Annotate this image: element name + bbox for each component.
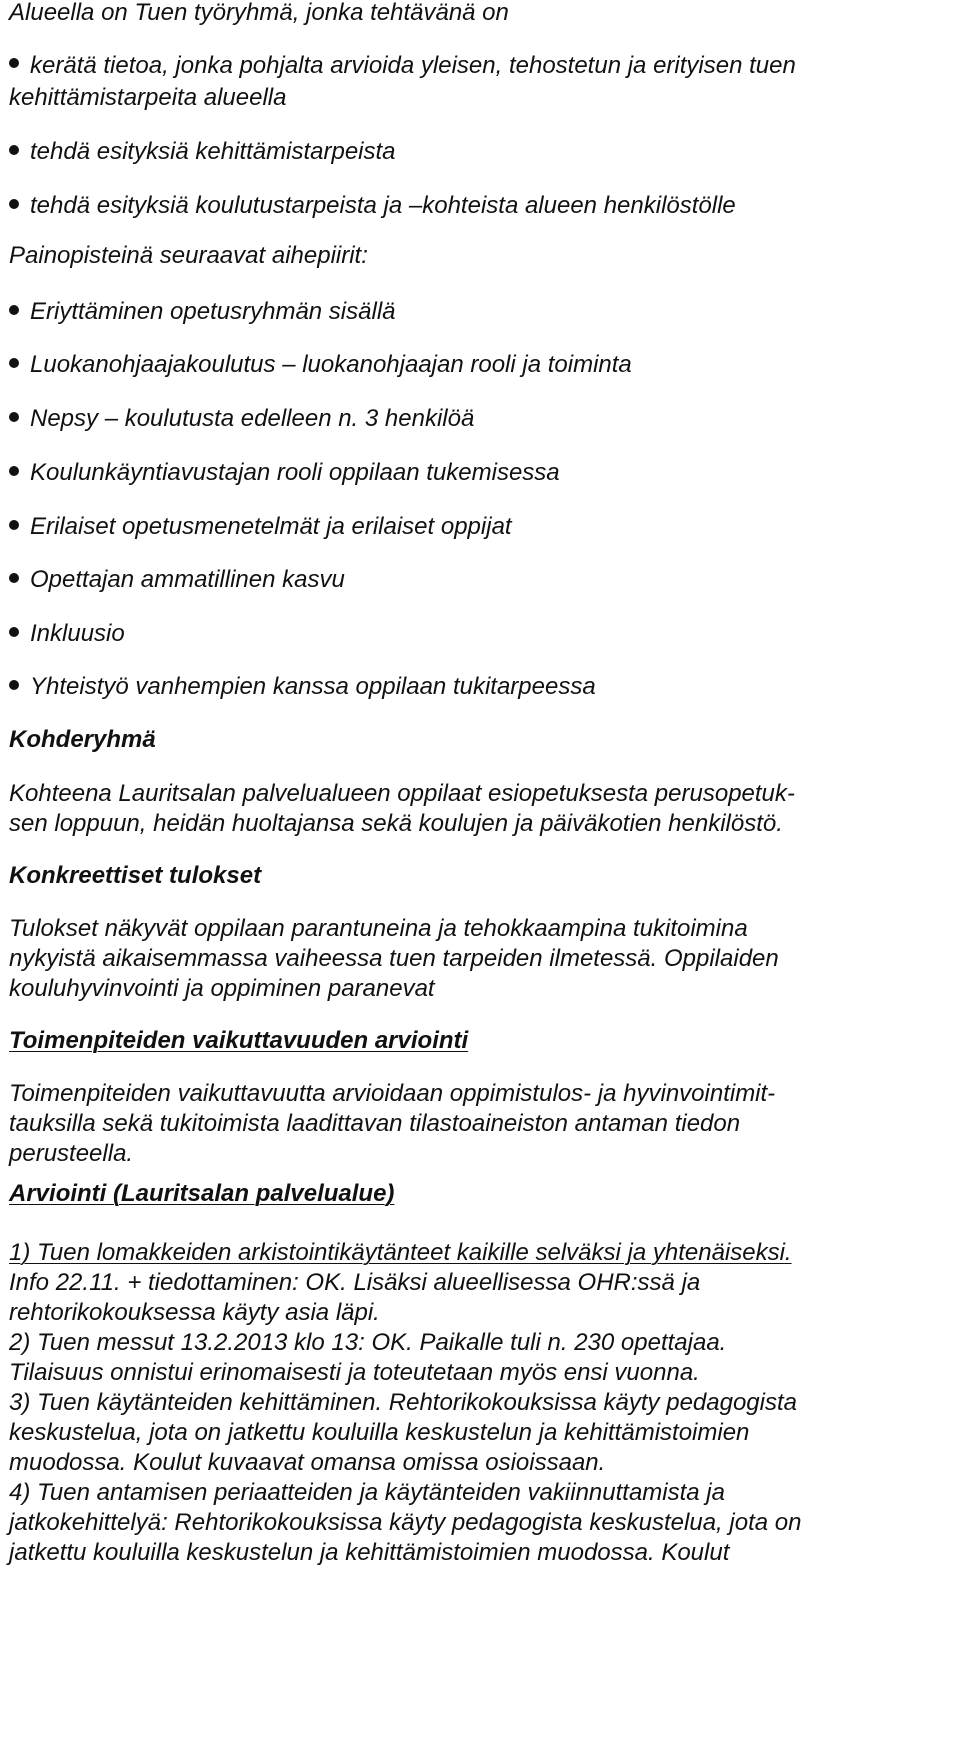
evaluation-text: muodossa. Koulut kuvaavat omansa omissa osioissaan. bbox=[9, 1449, 606, 1476]
evaluation-text: Tilaisuus onnistui erinomaisesti ja toteutetaan myös ensi vuonna. bbox=[9, 1359, 700, 1386]
bullet-icon bbox=[9, 627, 19, 637]
section-heading-results: Konkreettiset tulokset bbox=[9, 862, 262, 889]
focus-item-7: Inkluusio bbox=[30, 620, 125, 647]
focus-item-3: Nepsy – koulutusta edelleen n. 3 henkilöä bbox=[30, 405, 475, 432]
bullet-icon bbox=[9, 520, 19, 530]
section-heading-impact: Toimenpiteiden vaikuttavuuden arviointi bbox=[9, 1027, 469, 1054]
task-item-3: tehdä esityksiä koulutustarpeista ja –kohteista alueen henkilöstölle bbox=[30, 192, 736, 219]
target-group-text-1: Kohteena Lauritsalan palvelualueen oppilaat esiopetuksesta perusopetuk- bbox=[9, 780, 795, 807]
section-heading-target-group: Kohderyhmä bbox=[9, 726, 156, 753]
target-group-text-2: sen loppuun, heidän huoltajansa sekä koulujen ja päiväkotien henkilöstö. bbox=[9, 810, 783, 837]
focus-item-5: Erilaiset opetusmenetelmät ja erilaiset oppijat bbox=[30, 513, 512, 540]
evaluation-text: jatkettu kouluilla keskustelun ja kehittämistoimien muodossa. Koulut bbox=[9, 1539, 730, 1566]
task-item-2: tehdä esityksiä kehittämistarpeista bbox=[30, 138, 396, 165]
evaluation-text: keskustelua, jota on jatkettu kouluilla keskustelun ja kehittämistoimien bbox=[9, 1419, 750, 1446]
bullet-icon bbox=[9, 199, 19, 209]
section-heading-evaluation: Arviointi (Lauritsalan palvelualue) bbox=[9, 1180, 395, 1207]
bullet-icon bbox=[9, 145, 19, 155]
impact-text-3: perusteella. bbox=[9, 1140, 134, 1167]
impact-text-2: tauksilla sekä tukitoimista laadittavan tilastoaineiston antaman tiedon bbox=[9, 1110, 741, 1137]
bullet-icon bbox=[9, 412, 19, 422]
focus-item-2: Luokanohjaajakoulutus – luokanohjaajan rooli ja toiminta bbox=[30, 351, 632, 378]
evaluation-item-2: 2) Tuen messut 13.2.2013 klo 13: OK. Paikalle tuli n. 230 opettajaa. bbox=[9, 1329, 727, 1356]
bullet-icon bbox=[9, 58, 19, 68]
bullet-icon bbox=[9, 573, 19, 583]
results-text-1: Tulokset näkyvät oppilaan parantuneina ja tehokkaampina tukitoimina bbox=[9, 915, 748, 942]
evaluation-item-1: 1) Tuen lomakkeiden arkistointikäytänteet kaikille selväksi ja yhtenäiseksi. bbox=[9, 1239, 792, 1266]
results-text-2: nykyistä aikaisemmassa vaiheessa tuen tarpeiden ilmetessä. Oppilaiden bbox=[9, 945, 779, 972]
impact-text-1: Toimenpiteiden vaikuttavuutta arvioidaan oppimistulos- ja hyvinvointimit- bbox=[9, 1080, 776, 1107]
focus-item-1: Eriyttäminen opetusryhmän sisällä bbox=[30, 298, 396, 325]
focus-heading: Painopisteinä seuraavat aihepiirit: bbox=[9, 242, 368, 269]
task-item-1: kerätä tietoa, jonka pohjalta arvioida yleisen, tehostetun ja erityisen tuen bbox=[30, 52, 796, 79]
focus-item-4: Koulunkäyntiavustajan rooli oppilaan tukemisessa bbox=[30, 459, 560, 486]
intro-line: Alueella on Tuen työryhmä, jonka tehtävänä on bbox=[9, 0, 509, 26]
bullet-icon bbox=[9, 466, 19, 476]
bullet-icon bbox=[9, 305, 19, 315]
evaluation-text: rehtorikokouksessa käyty asia läpi. bbox=[9, 1299, 380, 1326]
evaluation-item-3: 3) Tuen käytänteiden kehittäminen. Rehtorikokouksissa käyty pedagogista bbox=[9, 1389, 798, 1416]
evaluation-text: jatkokehittelyä: Rehtorikokouksissa käyty pedagogista keskustelua, jota on bbox=[9, 1509, 802, 1536]
bullet-icon bbox=[9, 680, 19, 690]
focus-item-8: Yhteistyö vanhempien kanssa oppilaan tukitarpeessa bbox=[30, 673, 596, 700]
bullet-icon bbox=[9, 358, 19, 368]
evaluation-text: Info 22.11. + tiedottaminen: OK. Lisäksi alueellisessa OHR:ssä ja bbox=[9, 1269, 701, 1296]
task-item-1-cont: kehittämistarpeita alueella bbox=[9, 84, 287, 111]
results-text-3: kouluhyvinvointi ja oppiminen paranevat bbox=[9, 975, 435, 1002]
focus-item-6: Opettajan ammatillinen kasvu bbox=[30, 566, 345, 593]
evaluation-item-4: 4) Tuen antamisen periaatteiden ja käytänteiden vakiinnuttamista ja bbox=[9, 1479, 725, 1506]
